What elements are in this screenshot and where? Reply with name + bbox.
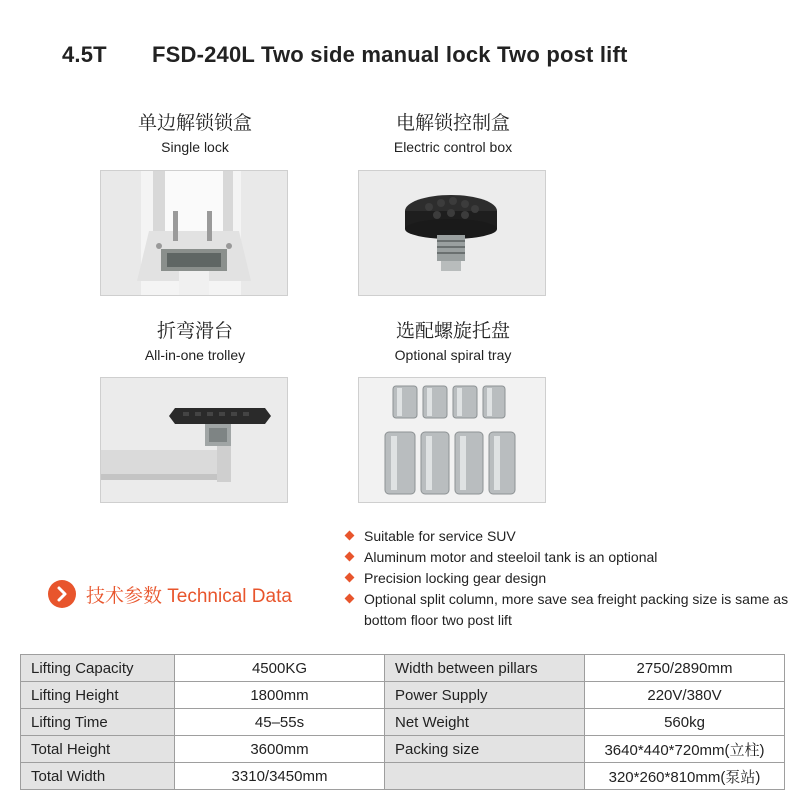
spec-value: 1800mm <box>175 682 385 709</box>
technical-data-header <box>48 580 292 608</box>
feature-cn-label: 折弯滑台 <box>156 320 233 342</box>
rubber-pad-photo <box>358 170 546 296</box>
spec-value: 3310/3450mm <box>175 763 385 790</box>
feature-cn-label: 选配螺旋托盘 <box>395 320 510 342</box>
spec-label: Packing size <box>385 736 585 763</box>
spec-label: Width between pillars <box>385 655 585 682</box>
feature-optional-spiral-tray <box>358 316 548 363</box>
feature-en-label: Optional spiral tray <box>394 347 512 363</box>
spec-label: Lifting Capacity <box>21 655 175 682</box>
page-title <box>62 42 628 68</box>
table-row <box>21 763 785 790</box>
spec-label: Lifting Height <box>21 682 175 709</box>
spec-value: 560kg <box>585 709 785 736</box>
trolley-arm-photo <box>100 377 288 503</box>
diamond-bullet-icon <box>345 531 355 541</box>
spec-label: Power Supply <box>385 682 585 709</box>
feature-en-label: All-in-one trolley <box>144 347 246 363</box>
diamond-bullet-icon <box>345 594 355 604</box>
table-row <box>21 736 785 763</box>
spec-label <box>385 763 585 790</box>
feature-electric-control-box <box>358 108 548 155</box>
feature-en-label: Single lock <box>161 139 229 155</box>
spec-value: 2750/2890mm <box>585 655 785 682</box>
list-item: Aluminum motor and steeloil tank is an optional <box>344 547 794 568</box>
spec-value: 220V/380V <box>585 682 785 709</box>
list-item: Precision locking gear design <box>344 568 794 589</box>
tech-header-en: Technical Data <box>167 585 292 607</box>
spec-value: 4500KG <box>175 655 385 682</box>
feature-cn-label: 电解锁控制盒 <box>395 112 510 134</box>
spec-label: Lifting Time <box>21 709 175 736</box>
table-row <box>21 682 785 709</box>
list-item: Suitable for service SUV <box>344 526 794 547</box>
feature-single-lock <box>100 108 290 155</box>
spec-label: Total Height <box>21 736 175 763</box>
spec-value: 3640*440*720mm(立柱) <box>585 736 785 763</box>
feature-en-label: Electric control box <box>393 139 513 155</box>
spec-table <box>20 654 785 790</box>
spiral-adapters-photo <box>358 377 546 503</box>
spec-value: 320*260*810mm(泵站) <box>585 763 785 790</box>
table-row <box>21 709 785 736</box>
spec-value: 45–55s <box>175 709 385 736</box>
table-row <box>21 655 785 682</box>
feature-bullet-list <box>344 526 794 631</box>
spec-value: 3600mm <box>175 736 385 763</box>
chevron-circle-icon <box>48 580 76 608</box>
capacity-label: 4.5T <box>62 42 107 67</box>
tech-header-cn: 技术参数 <box>86 584 163 607</box>
diamond-bullet-icon <box>345 573 355 583</box>
feature-all-in-one-trolley <box>100 316 290 363</box>
spec-label: Net Weight <box>385 709 585 736</box>
list-item: Optional split column, more save sea freight packing size is same as bottom floor two post lift <box>344 589 794 631</box>
diamond-bullet-icon <box>345 552 355 562</box>
single-lock-photo <box>100 170 288 296</box>
model-label: FSD-240L Two side manual lock Two post lift <box>152 42 628 67</box>
feature-cn-label: 单边解锁锁盒 <box>137 112 252 134</box>
spec-label: Total Width <box>21 763 175 790</box>
